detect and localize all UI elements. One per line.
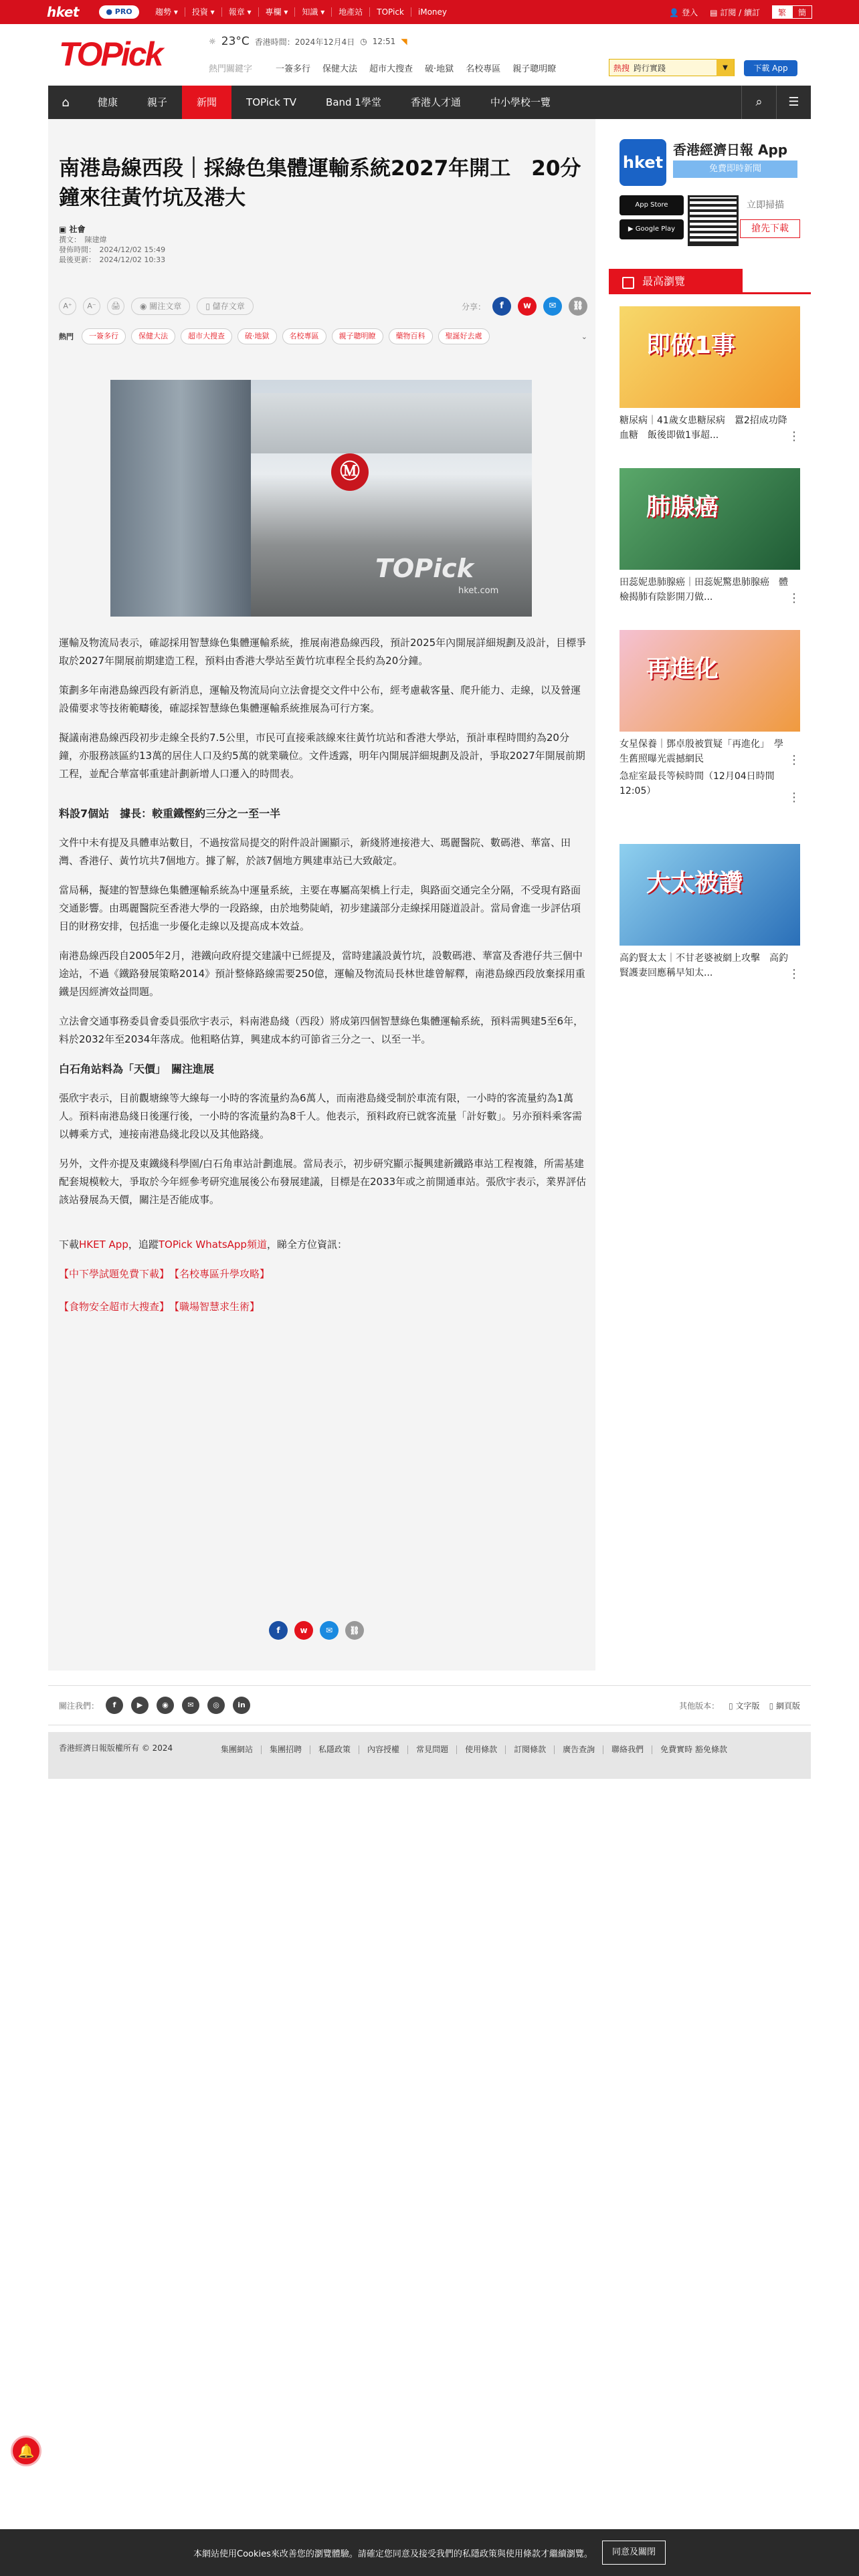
- follow-article-label: 關注文章: [149, 302, 182, 311]
- paragraph: 立法會交通事務委員會委員張欣宇表示，料南港島綫（西段）將成第四個智慧綠色集體運輸系統，預料需興建5至6年，料於2032年至2034年落成。他粗略估算，興建成本約可節省三分之一、以至一半。: [59, 1015, 584, 1045]
- share-bar: [462, 297, 587, 316]
- hot-keywords-label: 熱門關鍵字: [209, 64, 253, 74]
- nav-item-schools[interactable]: 中小學校一覽: [490, 96, 551, 108]
- popular-card[interactable]: [619, 764, 800, 804]
- photo-watermark: TOPick: [375, 554, 474, 583]
- home-icon[interactable]: ⌂: [62, 95, 70, 110]
- linkedin-icon[interactable]: in: [233, 1697, 250, 1714]
- sun-icon: ☼: [209, 37, 216, 46]
- popular-card-image: [619, 468, 800, 570]
- card-overlay-text: 肺腺癌: [646, 494, 719, 521]
- weather-bar: [209, 35, 407, 48]
- lang-simplified[interactable]: 簡: [792, 5, 812, 19]
- link-icon[interactable]: ⛓: [345, 1621, 364, 1640]
- footer-link[interactable]: 免費實時 豁免條款: [660, 1745, 727, 1754]
- qr-code: [688, 195, 739, 246]
- cta-prefix: 下載: [59, 1239, 80, 1251]
- top-nav-item[interactable]: iMoney: [417, 7, 447, 17]
- language-switch: [772, 5, 812, 19]
- more-icon[interactable]: ⋮: [788, 967, 800, 981]
- scan-label: 立即掃描: [747, 200, 784, 211]
- weather-temp: 23°C: [221, 35, 250, 48]
- site-header: [48, 24, 811, 86]
- hot-tags: [59, 326, 587, 346]
- facebook-icon[interactable]: f: [492, 297, 511, 316]
- nav-item-health[interactable]: 健康: [98, 96, 118, 108]
- tag-chip[interactable]: 聖誕好去處: [438, 328, 490, 344]
- popular-card-title: 糖尿病｜41歲女患糖尿病 囂2招成功降血糖 飯後即做1事超...: [619, 415, 787, 441]
- get-app-button[interactable]: 搶先下載: [740, 219, 800, 238]
- weibo-icon[interactable]: w: [294, 1621, 313, 1640]
- email-icon[interactable]: ✉: [320, 1621, 339, 1640]
- footer-link[interactable]: 集團招聘: [262, 1745, 310, 1754]
- popular-card[interactable]: [619, 306, 800, 443]
- popular-card-image: [619, 306, 800, 408]
- top-nav-item[interactable]: 知識 ▾: [295, 7, 332, 17]
- top-nav-item[interactable]: TOPick: [370, 7, 411, 17]
- web-version-label: 網頁版: [775, 1701, 800, 1711]
- weibo-icon[interactable]: ◉: [157, 1697, 174, 1714]
- save-article-label: 儲存文章: [212, 302, 245, 311]
- follow-label: 關注我們：: [59, 1701, 100, 1711]
- footer-links: [213, 1745, 735, 1754]
- article: [48, 119, 595, 1671]
- footer-link[interactable]: 常見問題: [408, 1745, 457, 1754]
- category-text: 社會: [69, 225, 86, 234]
- hket-logo[interactable]: hket: [47, 4, 79, 20]
- tag-chip[interactable]: 名校專區: [282, 328, 326, 344]
- popular-card-image: [619, 630, 800, 732]
- cookie-accept-button[interactable]: 同意及關閉: [602, 2541, 666, 2565]
- photo-watermark-sub: hket.com: [458, 586, 499, 596]
- top-nav: [149, 0, 454, 24]
- cta-mid: ，追蹤: [128, 1239, 159, 1251]
- author: 撰文： 陳建煒: [59, 235, 107, 244]
- nav-item-parenting[interactable]: 親子: [147, 96, 168, 108]
- cookie-text: 本網站使用Cookies來改善您的瀏覽體驗。請確定您同意及接受我們的私隱政策與使用條款才繼續瀏覽。: [193, 2549, 593, 2559]
- bottom-share-bar: [269, 1621, 364, 1640]
- paragraph: 另外，文件亦提及東鐵綫科學園/白石角車站計劃進展。當局表示，初步研究顯示擬興建新鐵路車站工程複雜，所需基建配套規模較大，爭取於今年經參考研究進展後公布發展建議，目標是在2033年或之前開通車站。張欣宇表示，業界評估該站發展為天價，關注是否能成事。: [59, 1158, 587, 1206]
- other-versions-label: 其他版本：: [679, 1701, 720, 1711]
- cta-suffix: ，睇全方位資訊：: [266, 1239, 347, 1251]
- youtube-icon[interactable]: ▶: [131, 1697, 149, 1714]
- chevron-down-icon[interactable]: ⌄: [581, 332, 587, 341]
- social-links: [106, 1697, 250, 1714]
- article-body: [59, 634, 587, 1331]
- menu-icon[interactable]: ☰: [776, 86, 811, 119]
- more-icon[interactable]: ⋮: [788, 591, 800, 605]
- top-nav-item[interactable]: 投資 ▾: [185, 7, 222, 17]
- link-icon[interactable]: ⛓: [569, 297, 587, 316]
- text-version-link[interactable]: [729, 1700, 759, 1711]
- card-overlay-text: 即做1事: [646, 332, 736, 359]
- facebook-icon[interactable]: f: [269, 1621, 288, 1640]
- instagram-icon[interactable]: ◎: [207, 1697, 225, 1714]
- phone-icon: ▯: [729, 1701, 736, 1711]
- nav-item-band1[interactable]: Band 1學堂: [326, 96, 381, 108]
- save-article-button[interactable]: [197, 298, 253, 315]
- published-time: 發佈時間： 2024/12/02 15:49: [59, 245, 166, 254]
- desktop-icon: ▯: [769, 1701, 776, 1711]
- footer: [48, 1732, 811, 1779]
- hot-keyword[interactable]: 超市大搜查: [369, 64, 413, 74]
- search-icon[interactable]: ⌕: [741, 86, 776, 119]
- promo-link[interactable]: 【食物安全超市大搜查】 【職場智慧求生術】: [59, 1301, 260, 1313]
- other-versions: [679, 1700, 800, 1711]
- clock-icon: ◷: [360, 37, 367, 46]
- more-icon[interactable]: ⋮: [788, 429, 800, 443]
- pro-badge[interactable]: ● PRO: [99, 5, 139, 19]
- more-icon[interactable]: ⋮: [788, 753, 800, 767]
- tags-label: 熱門: [59, 332, 74, 341]
- popular-card-title: 急症室最長等候時間（12月04日時間12:05）: [619, 771, 775, 796]
- article-meta: [59, 225, 165, 265]
- card-overlay-text: 大太被讚: [646, 869, 743, 897]
- wechat-icon[interactable]: ✉: [182, 1697, 199, 1714]
- search-input[interactable]: 跨行實踐: [634, 63, 666, 73]
- follow-bar: [48, 1685, 811, 1725]
- top-nav-item[interactable]: 地產站: [332, 7, 370, 17]
- footer-link[interactable]: 集團網站: [213, 1745, 262, 1754]
- notification-bell-icon[interactable]: 🔔: [11, 2436, 41, 2466]
- paragraph: 文件中未有提及具體車站數目，不過按當局提交的附件設計圖顯示，新綫將連接港大、瑪麗醫院、數碼港、華富、田灣、香港仔、黃竹坑共7個地方。據了解，於該7個地方興建車站已大致敲定。: [59, 837, 571, 867]
- category-icon: ▣: [59, 225, 70, 234]
- weibo-icon[interactable]: w: [518, 297, 537, 316]
- font-larger-button[interactable]: A⁺: [59, 298, 76, 315]
- app-promo: [609, 131, 811, 257]
- tag-chip[interactable]: 藥物百科: [389, 328, 433, 344]
- login-link[interactable]: [669, 7, 698, 18]
- top-bar: [0, 0, 859, 24]
- main-nav: [48, 86, 811, 119]
- hket-app-icon[interactable]: hket: [619, 139, 666, 186]
- rss-icon[interactable]: ◥: [401, 37, 407, 46]
- topick-logo[interactable]: [59, 35, 182, 76]
- most-viewed: [609, 269, 811, 981]
- tag-chip[interactable]: 超市大搜查: [181, 328, 232, 344]
- paragraph: 南港島線西段自2005年2月，港鐵向政府提交建議中已經提及，當時建議設黃竹坑，設數碼港、華富及香港仔共三個中途站，不過《鐵路發展策略2014》預計整條路線需要250億，運輸及物流局長林世雄曾解釋，南港島線西段放棄採用重鐵是因經濟效益問題。: [59, 950, 585, 998]
- footer-link[interactable]: 廣告查詢: [555, 1745, 603, 1754]
- tag-chip[interactable]: 保健大法: [131, 328, 175, 344]
- subheading: 料設7個站 據長：較重鐵慳約三分之一至一半: [59, 807, 281, 820]
- app-free-label[interactable]: 免費即時新聞: [673, 160, 797, 178]
- app-store-button[interactable]: App Store: [619, 195, 684, 215]
- user-icon: 👤: [669, 7, 682, 17]
- hot-keyword[interactable]: 一簽多行: [276, 64, 311, 74]
- hot-keywords: [276, 62, 556, 74]
- popular-card-title: 田蕊妮患肺腺癌｜田蕊妮驚患肺腺癌 體檢揭肺有陰影開刀做...: [619, 577, 788, 603]
- top-bar-right: [669, 0, 812, 24]
- tag-chip[interactable]: 親子聰明瞭: [332, 328, 383, 344]
- popular-card[interactable]: [619, 630, 800, 766]
- tag-chip[interactable]: 一簽多行: [82, 328, 126, 344]
- category-label[interactable]: [59, 225, 165, 235]
- top-nav-item[interactable]: 趨勢 ▾: [149, 7, 185, 17]
- article-photo[interactable]: [110, 380, 532, 617]
- subscribe-label: 訂閱 / 續訂: [720, 7, 760, 17]
- text-version-label: 文字版: [735, 1701, 760, 1711]
- subheading: 白石角站料為「天價」 關注進展: [59, 1063, 215, 1075]
- facebook-icon[interactable]: f: [106, 1697, 123, 1714]
- nav-item-topick-tv[interactable]: TOPick TV: [246, 96, 297, 108]
- popular-card-title: 高釣賢太太｜不甘老婆被網上攻擊 高釣賢護妻回應稱早知太...: [619, 953, 788, 978]
- paragraph: 運輸及物流局表示，確認採用智慧綠色集體運輸系統，推展南港島線西段，預計2025年內開展詳細規劃及設計，目標爭取於2027年開展前期建造工程，預料由香港大學站至黃竹坑車程全長約為20分鐘。: [59, 637, 587, 667]
- time-text: 12:51: [372, 37, 396, 46]
- more-icon[interactable]: ⋮: [788, 790, 800, 804]
- web-version-link[interactable]: [769, 1700, 800, 1711]
- bookmark-icon: ▯: [205, 302, 213, 311]
- date-text: 香港時間：2024年12月4日: [254, 37, 355, 47]
- most-viewed-title: 最高瀏覽: [609, 269, 743, 294]
- cta-line: [59, 1236, 587, 1254]
- hot-keyword[interactable]: 名校專區: [466, 64, 501, 74]
- paragraph: 張欣宇表示，目前觀塘線等大線每一小時的客流量約為6萬人，而南港島綫受制於車流有限，一小時的客流量約為1萬人。預料南港島綫日後運行後，一小時的客流量約為8千人。他表示，預料政府已就客流量「計好數」。另亦預料乘客需以轉乘方式，連接南港島綫北段以及其他路綫。: [59, 1092, 583, 1140]
- copyright: 香港經濟日報版權所有 © 2024: [59, 1743, 173, 1753]
- footer-link[interactable]: 私隱政策: [310, 1745, 359, 1754]
- google-play-button[interactable]: ▶ Google Play: [619, 219, 684, 239]
- lang-traditional[interactable]: 繁: [772, 5, 792, 19]
- search-box[interactable]: [609, 59, 735, 76]
- hot-keyword[interactable]: 保健大法: [322, 64, 358, 74]
- popular-card[interactable]: [619, 468, 800, 605]
- share-label: 分享：: [461, 302, 486, 312]
- subscribe-link[interactable]: [710, 7, 760, 18]
- paragraph: 擬議南港島線西段初步走線全長約7.5公里，市民可直接乘該線來往黃竹坑站和香港大學站，預計車程時間約為20分鐘，亦服務該區約13萬的居住人口及約5萬的就業職位。文件透露，明年內開展詳細規劃及設計，爭取2027年開展前期工程，並配合華富邨重建計劃新增人口遷入的時間表。: [59, 732, 585, 780]
- cookie-banner: [0, 2529, 859, 2576]
- article-title: 南港島線西段｜採綠色集體運輸系統2027年開工 20分鐘來往黃竹坑及港大: [59, 156, 581, 210]
- cta-app-link[interactable]: HKET App: [79, 1239, 128, 1251]
- updated-time: 最後更新： 2024/12/02 10:33: [59, 255, 166, 264]
- nav-icons: [741, 86, 811, 119]
- hot-keyword[interactable]: 親子聰明瞭: [512, 64, 557, 74]
- print-button[interactable]: 🖨: [107, 298, 124, 315]
- popular-card[interactable]: [619, 844, 800, 980]
- popular-card-title: 女星保養｜鄧卓殷被質疑「再進化」 學生舊照曝光震撼網民: [619, 739, 783, 764]
- paragraph: 當局稱，擬建的智慧綠色集體運輸系統為中運量系統，主要在專屬高架橋上行走，與路面交通完全分隔，不受現有路面交通影響。由瑪麗醫院至香港大學的一段路線，由於地勢陡峭，初步建議部分走線採用隧道設計。當局會進一步評估項目的財務安排，包括進一步優化走線以及提高成本效益。: [59, 884, 581, 932]
- newspaper-icon: ▤: [710, 7, 721, 17]
- promo-links: [59, 1265, 587, 1316]
- chevron-down-icon[interactable]: ▼: [717, 59, 734, 76]
- eye-icon: ◉: [140, 302, 150, 311]
- footer-link[interactable]: 使用條款: [457, 1745, 506, 1754]
- footer-link[interactable]: 聯絡我們: [603, 1745, 652, 1754]
- top-nav-item[interactable]: 報章 ▾: [222, 7, 259, 17]
- promo-link[interactable]: 【中下學試題免費下載】 【名校專區升學攻略】: [59, 1268, 270, 1280]
- footer-link[interactable]: 內容授權: [359, 1745, 408, 1754]
- mtr-logo-icon: Ⓜ: [331, 453, 369, 491]
- paragraph: 策劃多年南港島線西段有新消息，運輸及物流局向立法會提交文件中公布，經考慮載客量、爬升能力、走線，以及營運設備要求等技術範疇後，確認採智慧綠色集體運輸系統推展為可行方案。: [59, 684, 581, 714]
- cta-whatsapp-link[interactable]: TOPick WhatsApp頻道: [158, 1239, 267, 1251]
- footer-link[interactable]: 訂閱條款: [506, 1745, 555, 1754]
- photo-canopy: [251, 393, 532, 453]
- photo-pillar: [110, 380, 251, 617]
- follow-article-button[interactable]: [131, 298, 190, 315]
- article-tools: [59, 296, 587, 317]
- nav-item-talent[interactable]: 香港人才通: [410, 96, 461, 108]
- hot-keyword[interactable]: 破·地獄: [425, 64, 454, 74]
- download-app-button[interactable]: 下載 App: [744, 60, 797, 76]
- popular-card-image: [619, 844, 800, 946]
- most-viewed-header: [609, 269, 811, 294]
- login-label: 登入: [682, 7, 698, 17]
- brand-text: TOPick: [59, 35, 162, 73]
- card-overlay-text: 再進化: [646, 655, 719, 683]
- search-label: 熱搜: [613, 63, 630, 73]
- top-nav-item[interactable]: 專欄 ▾: [259, 7, 296, 17]
- tag-chip[interactable]: 破·地獄: [237, 328, 277, 344]
- nav-item-news[interactable]: 新聞: [182, 86, 231, 119]
- email-icon[interactable]: ✉: [543, 297, 562, 316]
- app-name: 香港經濟日報 App: [673, 142, 788, 158]
- font-smaller-button[interactable]: A⁻: [83, 298, 100, 315]
